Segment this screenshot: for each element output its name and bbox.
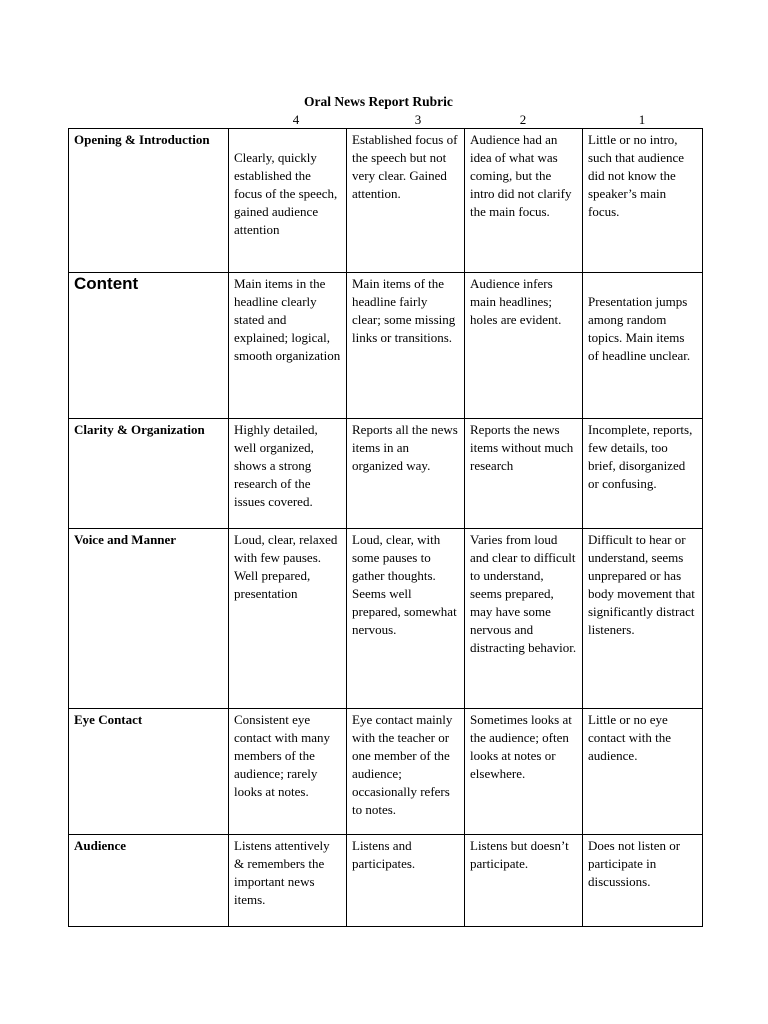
criteria-cell-3: Established focus of the speech but not very clear. Gained attention. [347, 129, 465, 273]
score-label-4: 4 [292, 112, 300, 127]
category-cell: Clarity & Organization [69, 419, 229, 529]
criteria-cell-1: Difficult to hear or understand, seems unprepared or has body movement that significantly distract listeners. [583, 529, 703, 709]
criteria-cell-3: Loud, clear, with some pauses to gather thoughts. Seems well prepared, somewhat nervous. [347, 529, 465, 709]
criteria-cell-1 [583, 273, 703, 419]
criteria-text: Presentation jumps among random topics. Main items of headline unclear. [588, 294, 691, 363]
criteria-cell-3: Listens and participates. [347, 835, 465, 927]
category-cell: Content [69, 273, 229, 419]
table-row [69, 273, 703, 419]
criteria-cell-1: Little or no eye contact with the audience. [583, 709, 703, 835]
score-label-1: 1 [638, 112, 646, 127]
rubric-table [68, 128, 703, 927]
criteria-cell-2: Varies from loud and clear to difficult to understand, seems prepared, may have some nervous and distracting behavior. [465, 529, 583, 709]
criteria-cell-2: Reports the news items without much research [465, 419, 583, 529]
category-cell: Opening & Introduction [69, 129, 229, 273]
score-label-2: 2 [519, 112, 527, 127]
criteria-cell-3: Eye contact mainly with the teacher or one member of the audience; occasionally refers to notes. [347, 709, 465, 835]
criteria-cell-3: Main items of the headline fairly clear; some missing links or transitions. [347, 273, 465, 419]
table-row [69, 709, 703, 835]
score-header-row [0, 112, 768, 128]
table-row [69, 129, 703, 273]
score-label-3: 3 [414, 112, 422, 127]
criteria-cell-4: Highly detailed, well organized, shows a strong research of the issues covered. [229, 419, 347, 529]
table-row [69, 529, 703, 709]
criteria-cell-1: Does not listen or participate in discussions. [583, 835, 703, 927]
category-cell: Voice and Manner [69, 529, 229, 709]
table-row [69, 419, 703, 529]
criteria-text: Clearly, quickly established the focus of the speech, gained audience attention [234, 150, 338, 237]
criteria-cell-2: Listens but doesn’t participate. [465, 835, 583, 927]
criteria-cell-4: Main items in the headline clearly stated and explained; logical, smooth organization [229, 273, 347, 419]
table-row [69, 835, 703, 927]
criteria-cell-3: Reports all the news items in an organized way. [347, 419, 465, 529]
criteria-cell-4: Loud, clear, relaxed with few pauses. Well prepared, presentation [229, 529, 347, 709]
category-cell: Audience [69, 835, 229, 927]
category-cell: Eye Contact [69, 709, 229, 835]
criteria-cell-2: Sometimes looks at the audience; often looks at notes or elsewhere. [465, 709, 583, 835]
criteria-cell-4: Consistent eye contact with many members of the audience; rarely looks at notes. [229, 709, 347, 835]
criteria-cell-4 [229, 129, 347, 273]
criteria-cell-2: Audience infers main headlines; holes are evident. [465, 273, 583, 419]
criteria-cell-4: Listens attentively & remembers the important news items. [229, 835, 347, 927]
criteria-cell-1: Incomplete, reports, few details, too brief, disorganized or confusing. [583, 419, 703, 529]
page-title: Oral News Report Rubric [304, 94, 453, 109]
criteria-cell-1: Little or no intro, such that audience did not know the speaker’s main focus. [583, 129, 703, 273]
criteria-cell-2: Audience had an idea of what was coming, but the intro did not clarify the main focus. [465, 129, 583, 273]
